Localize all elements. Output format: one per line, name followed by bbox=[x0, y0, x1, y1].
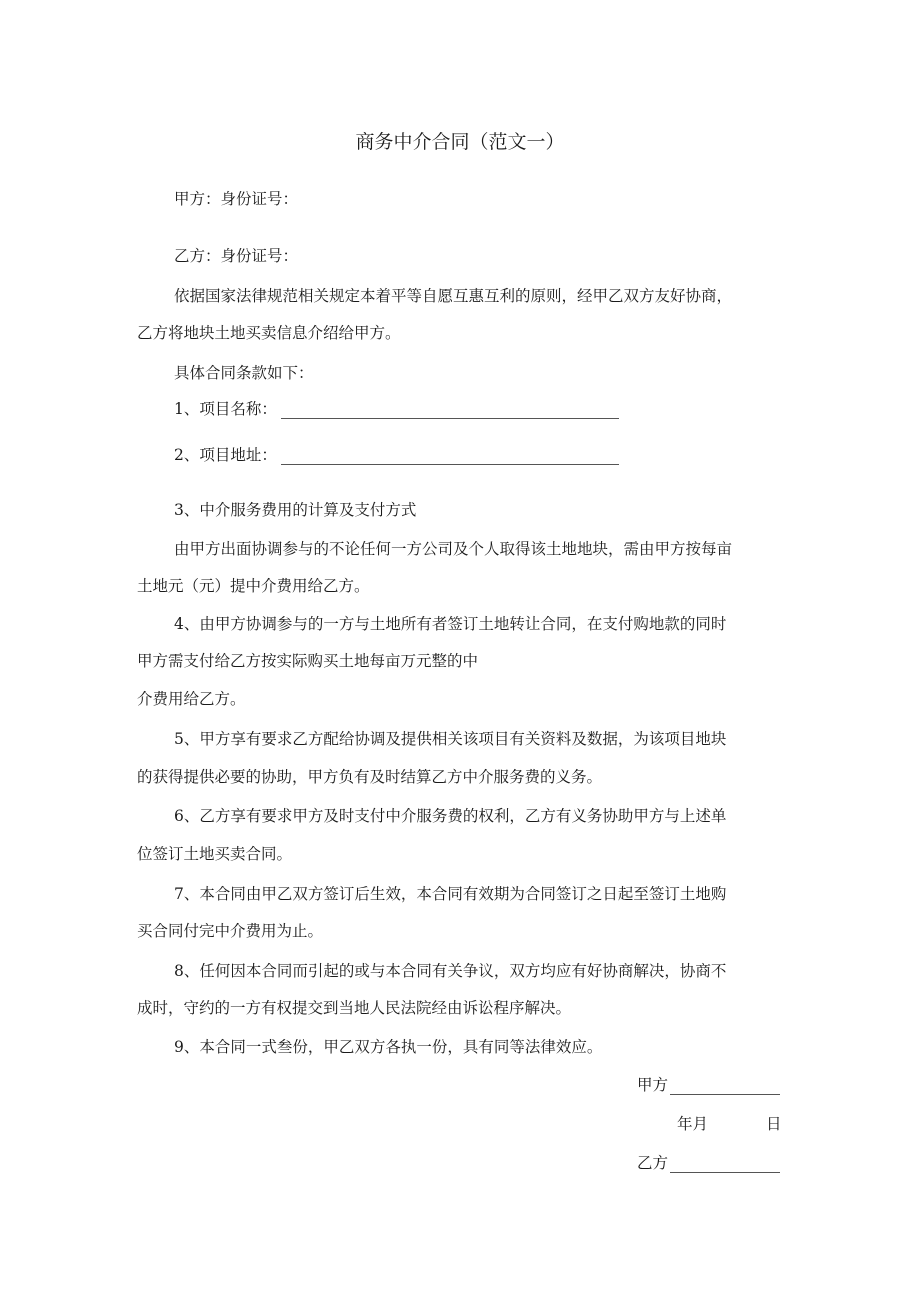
document-title: 商务中介合同（范文一） bbox=[355, 131, 565, 153]
signature-date-year-month: 年月 bbox=[677, 1115, 709, 1133]
intro-line-2: 乙方将地块土地买卖信息介绍给甲方。 bbox=[137, 324, 401, 342]
signature-party-b bbox=[637, 1153, 780, 1173]
clause-8-line-1: 8、任何因本合同而引起的或与本合同有关争议，双方均应有好协商解决，协商不 bbox=[174, 962, 727, 980]
clause-1-label: 1、项目名称： bbox=[174, 400, 277, 418]
project-name-blank bbox=[281, 402, 619, 419]
clause-6-line-1: 6、乙方享有要求甲方及时支付中介服务费的权利，乙方有义务协助甲方与上述单 bbox=[174, 807, 727, 825]
terms-header: 具体合同条款如下： bbox=[174, 364, 314, 382]
clause-5-line-1: 5、甲方享有要求乙方配给协调及提供相关该项目有关资料及数据，为该项目地块 bbox=[174, 730, 727, 748]
clause-3-line-2: 土地元（元）提中介费用给乙方。 bbox=[137, 577, 370, 595]
clause-4-line-3: 介费用给乙方。 bbox=[137, 690, 246, 708]
project-address-blank bbox=[281, 448, 619, 465]
signature-party-b-label: 乙方 bbox=[637, 1154, 669, 1172]
clause-1-project-name bbox=[174, 399, 619, 419]
clause-3-heading: 3、中介服务费用的计算及支付方式 bbox=[174, 501, 417, 519]
intro-line-1: 依据国家法律规范相关规定本着平等自愿互惠互利的原则，经甲乙双方友好协商， bbox=[174, 287, 733, 305]
clause-9: 9、本合同一式叁份，甲乙双方各执一份，具有同等法律效应。 bbox=[174, 1038, 603, 1056]
clause-4-line-1: 4、由甲方协调参与的一方与土地所有者签订土地转让合同，在支付购地款的同时 bbox=[174, 615, 727, 633]
party-a-id-line: 甲方：身份证号： bbox=[174, 190, 299, 208]
clause-4-line-2: 甲方需支付给乙方按实际购买土地每亩万元整的中 bbox=[137, 652, 479, 670]
clause-2-project-address bbox=[174, 445, 619, 465]
clause-5-line-2: 的获得提供必要的协助，甲方负有及时结算乙方中介服务费的义务。 bbox=[137, 768, 603, 786]
clause-8-line-2: 成时，守约的一方有权提交到当地人民法院经由诉讼程序解决。 bbox=[137, 999, 572, 1017]
clause-6-line-2: 位签订土地买卖合同。 bbox=[137, 845, 293, 863]
signature-party-b-blank bbox=[670, 1156, 780, 1173]
clause-2-label: 2、项目地址： bbox=[174, 446, 277, 464]
clause-3-line-1: 由甲方出面协调参与的不论任何一方公司及个人取得该土地地块，需由甲方按每亩 bbox=[174, 540, 733, 558]
party-b-id-line: 乙方：身份证号： bbox=[174, 247, 299, 265]
signature-date-day: 日 bbox=[766, 1115, 782, 1133]
signature-party-a bbox=[637, 1075, 780, 1095]
signature-party-a-blank bbox=[670, 1078, 780, 1095]
clause-7-line-2: 买合同付完中介费用为止。 bbox=[137, 922, 324, 940]
clause-7-line-1: 7、本合同由甲乙双方签订后生效，本合同有效期为合同签订之日起至签订土地购 bbox=[174, 885, 727, 903]
signature-party-a-label: 甲方 bbox=[637, 1076, 669, 1094]
